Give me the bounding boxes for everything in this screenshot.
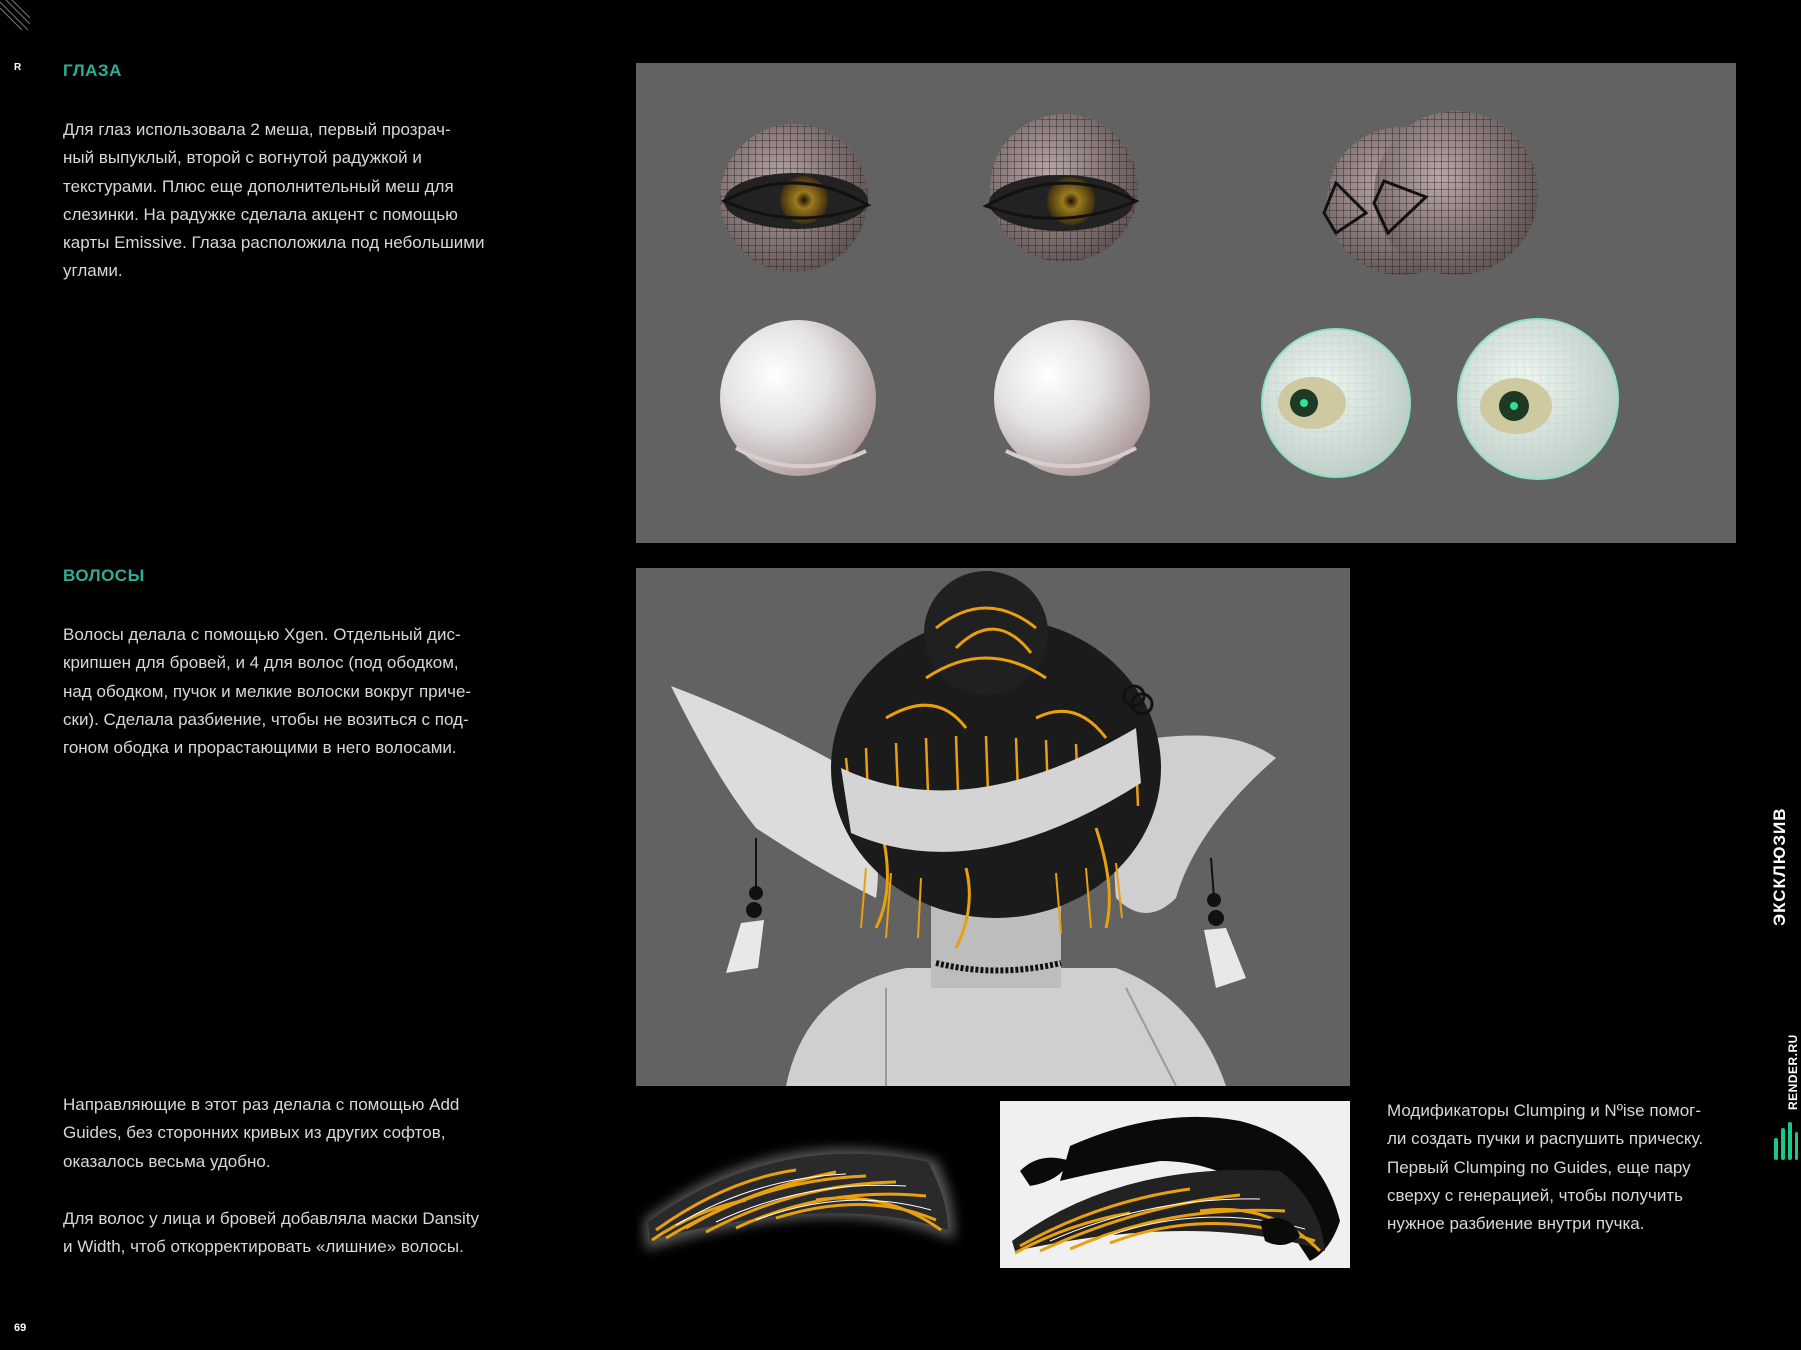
hair-line: над ободком, пучок и мелкие волоски вокруг приче-	[63, 681, 472, 701]
modifiers-line: ли создать пучки и распушить прическу.	[1387, 1129, 1704, 1149]
modifiers-line: Модификаторы Clumping и Nºise помог-	[1387, 1101, 1702, 1120]
eyes-paragraph	[63, 116, 484, 286]
eyes-line: карты Emissive. Глаза расположила под небольшими	[63, 233, 485, 253]
eyebrow-render-dark	[636, 1100, 966, 1268]
eyes-line: ный выпуклый, второй с вогнутой радужкой и	[63, 148, 422, 168]
wireframe-eye-right	[986, 114, 1138, 262]
guides-line: Направляющие в этот раз делала с помощью Add	[63, 1095, 460, 1114]
modifiers-line: Первый Clumping по Guides, еще пару	[1387, 1157, 1691, 1177]
masks-paragraph	[63, 1205, 479, 1262]
eyes-heading: ГЛАЗА	[63, 61, 122, 80]
green-wire-eye-right	[1458, 319, 1618, 479]
modifiers-paragraph	[1387, 1097, 1703, 1238]
modifiers-line: сверху с генерацией, чтобы получить	[1387, 1185, 1683, 1205]
wireframe-eye-left	[720, 124, 868, 272]
brand-name-vertical: RENDER.RU	[1786, 1034, 1800, 1110]
eyes-render-image	[636, 63, 1736, 543]
eyes-line: углами.	[63, 261, 123, 281]
masks-line: и Width, чтоб откорректировать «лишние» волосы.	[63, 1237, 464, 1257]
eyebrow-light-illustration	[1000, 1101, 1350, 1268]
eyes-line: слезинки. На радужке сделала акцент с помощью	[63, 204, 458, 224]
guides-line: Guides, без сторонних кривых из других софтов,	[63, 1123, 446, 1143]
eyes-render-illustration	[636, 63, 1736, 543]
eyes-line: Для глаз использовала 2 меша, первый прозрач-	[63, 120, 451, 139]
render-logo-icon	[1772, 1118, 1798, 1164]
page-number: 69	[14, 1322, 27, 1334]
hair-heading: ВОЛОСЫ	[63, 566, 145, 585]
corner-letter: R	[14, 62, 22, 73]
eyebrow-dark-illustration	[636, 1100, 966, 1268]
hair-render-image	[636, 568, 1350, 1086]
hair-line: ски). Сделала разбиение, чтобы не возиться с под-	[63, 709, 469, 729]
hair-line: гоном ободка и прорастающими в него волосами.	[63, 738, 457, 758]
green-wire-eye-left	[1262, 329, 1410, 477]
hair-line: крипшен для бровей, и 4 для волос (под ободком,	[63, 653, 459, 673]
masks-line: Для волос у лица и бровей добавляла маски Dansity	[63, 1209, 480, 1228]
guides-line: оказалось весьма удобно.	[63, 1151, 271, 1171]
corner-hatch-decoration	[0, 0, 30, 30]
hair-render-illustration	[636, 568, 1350, 1086]
wireframe-eyes-side-view	[1324, 111, 1538, 275]
eyebrow-render-light	[1000, 1101, 1350, 1268]
hair-line: Волосы делала с помощью Xgen. Отдельный дис-	[63, 625, 461, 644]
section-label-vertical: ЭКСКЛЮЗИВ	[1770, 807, 1789, 926]
guides-paragraph	[63, 1091, 459, 1176]
eyes-line: текстурами. Плюс еще дополнительный меш для	[63, 176, 454, 196]
hair-paragraph	[63, 621, 471, 762]
glass-eye-right	[994, 320, 1150, 476]
modifiers-line: нужное разбиение внутри пучка.	[1387, 1214, 1645, 1234]
glass-eye-left	[720, 320, 876, 476]
